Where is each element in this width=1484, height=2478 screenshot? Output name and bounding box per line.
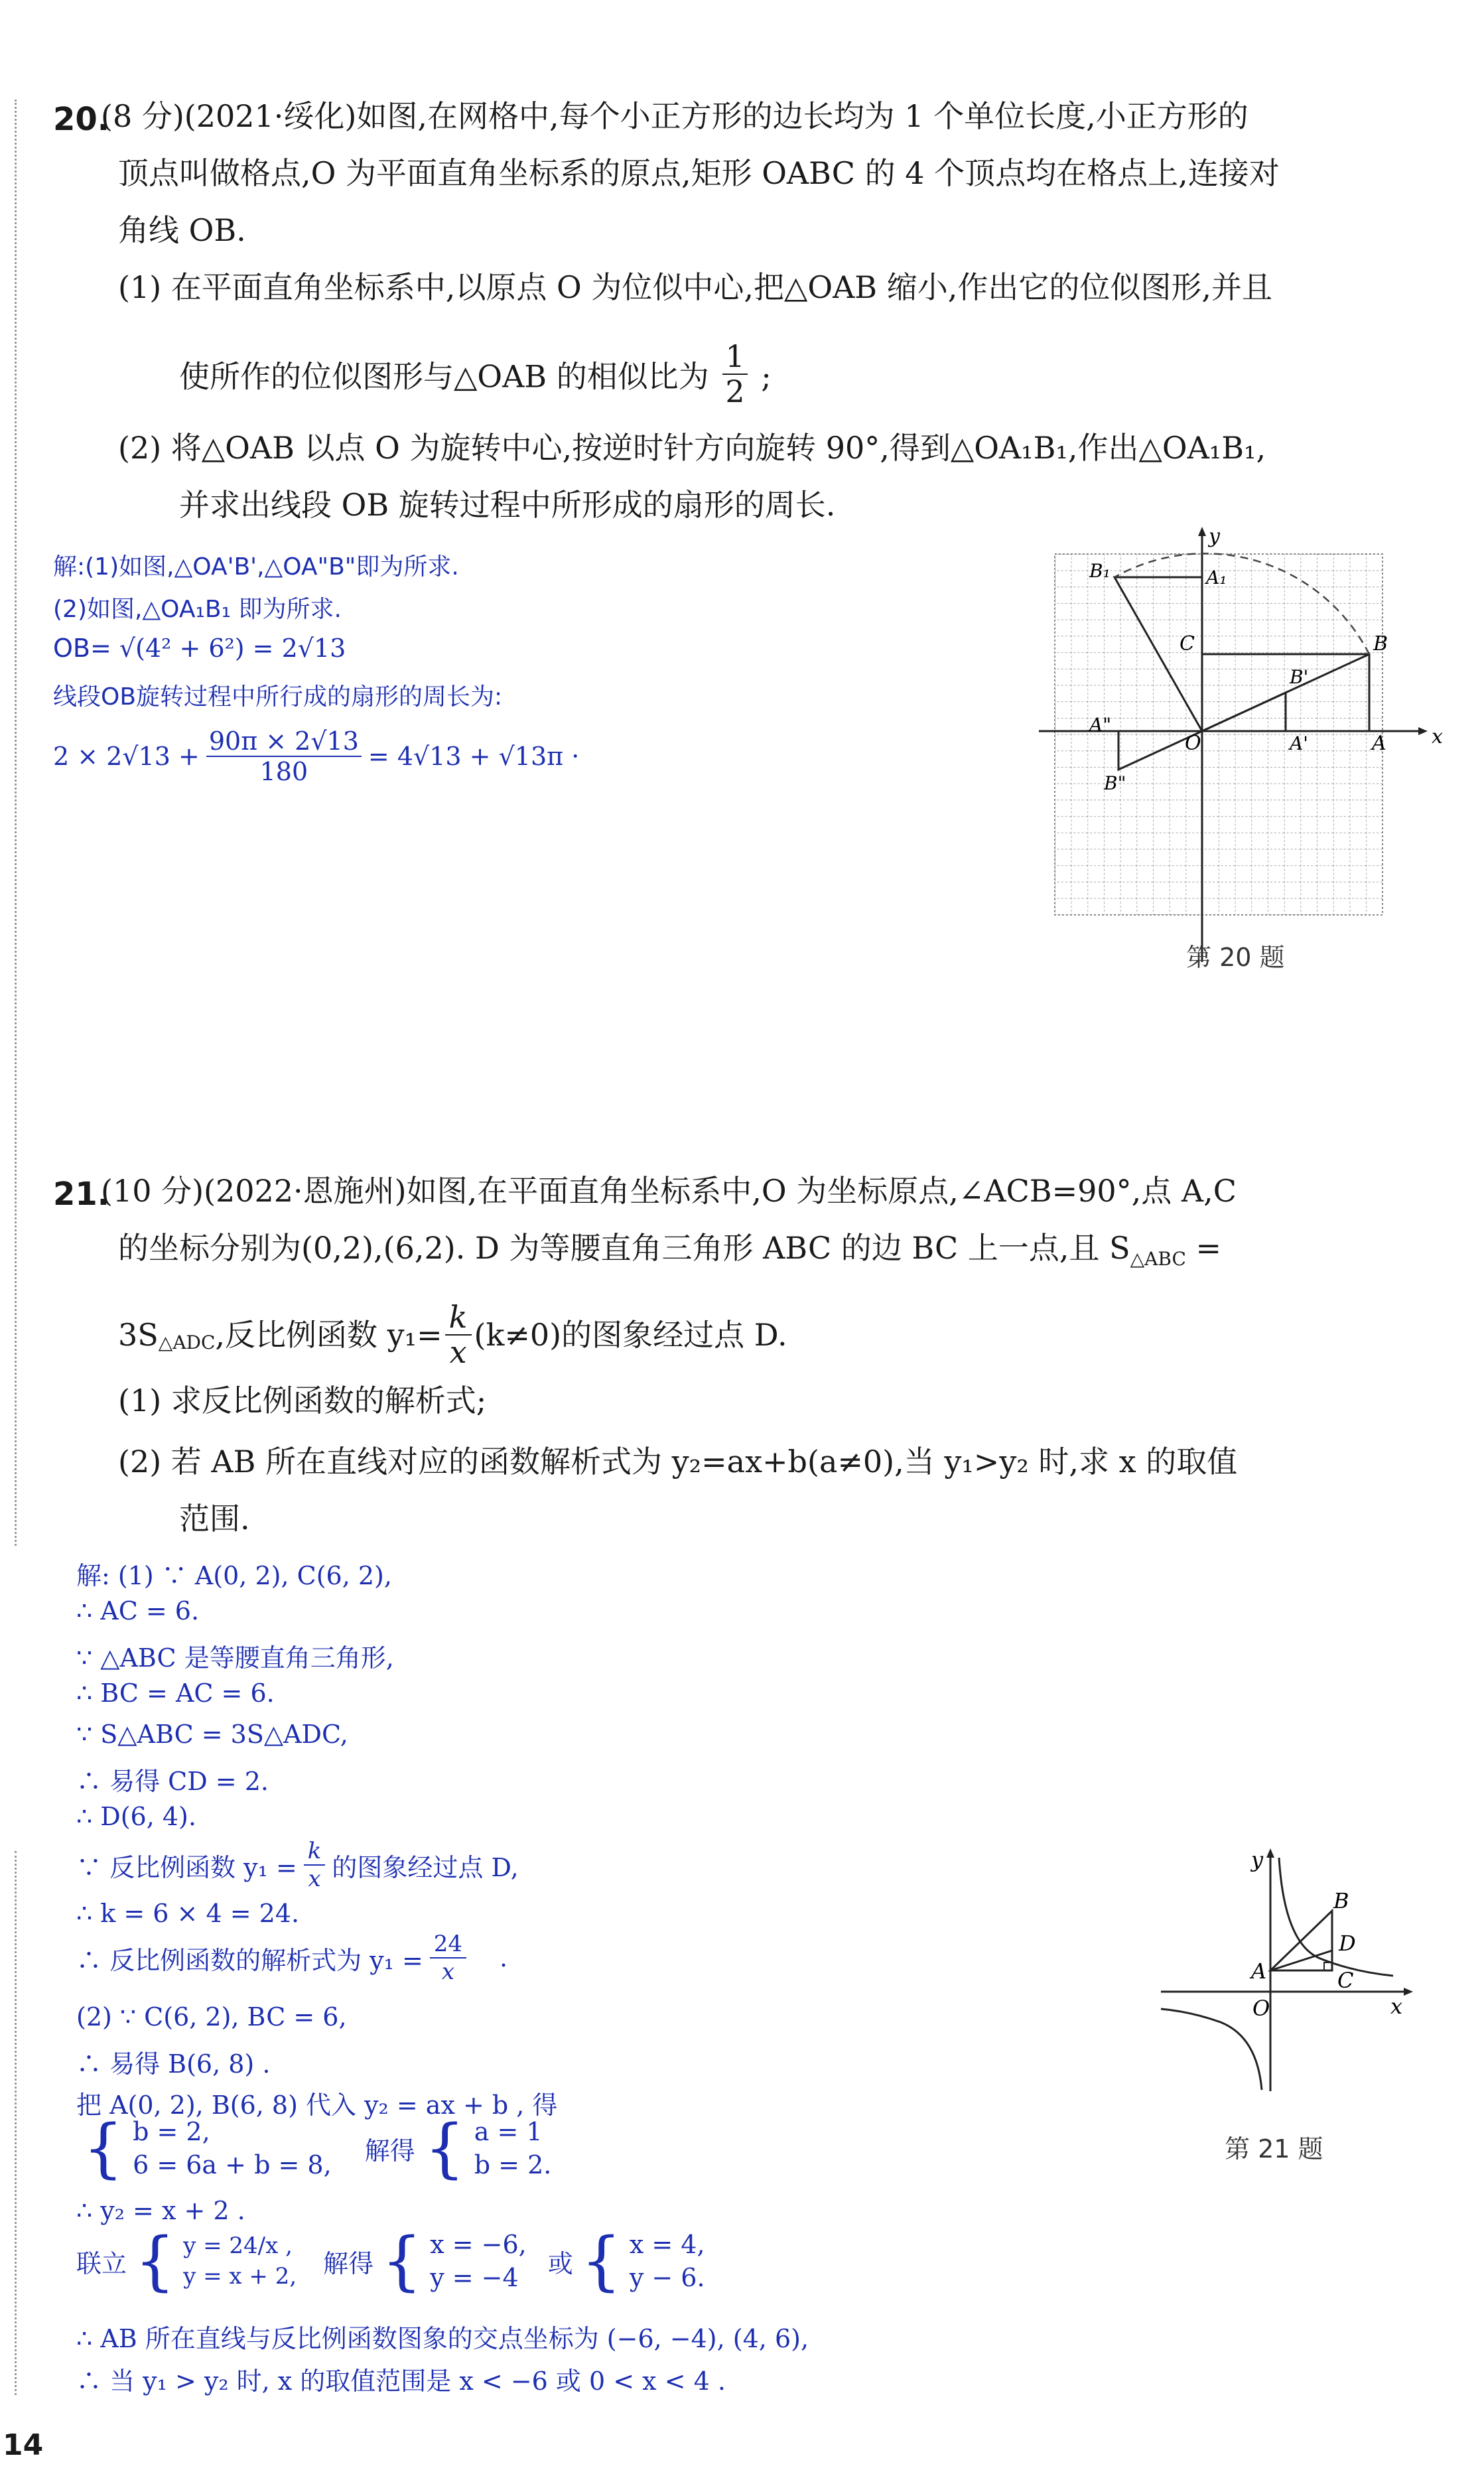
q21-sol-9: ∴ k = 6 × 4 = 24. [76, 1899, 300, 1928]
q21-number: 21. [53, 1176, 110, 1213]
q21-sol-8-text: ∵ 反比例函数 y₁ = [76, 1852, 297, 1882]
q20-label-y: y [1209, 525, 1220, 548]
q21-sol-14-eq2: 6 = 6a + b = 8, [133, 2150, 332, 2179]
q21-sol-14-res2: b = 2. [474, 2150, 552, 2179]
q21-label-d: D [1339, 1931, 1356, 1956]
q20-label-b1: B₁ [1089, 560, 1111, 582]
q21-sol-14-eq1: b = 2, [133, 2117, 210, 2146]
q21-stem-line2-equals: = [1185, 1230, 1222, 1266]
q20-stem-line3: 角线 OB. [118, 212, 246, 248]
q21-part1: (1) 求反比例函数的解析式; [118, 1383, 487, 1418]
q20-ratio-denominator: 2 [725, 373, 745, 409]
q21-sol-16-solve: 解得 [323, 2248, 374, 2278]
q21-sol-2: ∴ AC = 6. [76, 1596, 200, 1625]
q21-y-axis-arrow [1266, 1848, 1274, 1858]
q21-stem-line3-text: ,反比例函数 y₁= [215, 1316, 442, 1353]
q21-sol-14-results [474, 2117, 552, 2179]
q21-sol-18: ∴ 当 y₁ > y₂ 时, x 的取值范围是 x < −6 或 0 < x < 4 . [76, 2367, 726, 2396]
q20-part2-line2: 并求出线段 OB 旋转过程中所形成的扇形的周长. [179, 487, 836, 523]
q21-sol-16-r2a: x = 4, [629, 2230, 705, 2259]
q21-sol-10 [76, 1931, 507, 1985]
q21-sol-10-fraction [430, 1931, 466, 1985]
q21-sol-5: ∵ S△ABC = 3S△ADC, [76, 1720, 348, 1749]
q21-stem-line1: (10 分)(2022·恩施州)如图,在平面直角坐标系中,O 为坐标原点,∠ACB=90°,点 A,C [101, 1173, 1237, 1209]
q20-perimeter-denominator: 180 [259, 757, 308, 786]
q21-stem-line3-end: (k≠0)的图象经过点 D. [474, 1316, 787, 1353]
q21-sol-10-numerator: 24 [430, 1931, 466, 1959]
q21-sol-16-result1 [430, 2230, 527, 2292]
q21-sol-14-result-brace: { [424, 2111, 465, 2185]
q20-stem-line1: (8 分)(2021·绥化)如图,在网格中,每个小正方形的边长均为 1 个单位长度,小正方形的 [101, 98, 1248, 134]
q21-sol-14-res1: a = 1 [474, 2117, 543, 2146]
q20-perimeter-numerator: 90π × 2√13 [206, 726, 362, 757]
q21-part2-line2: 范围. [179, 1501, 250, 1537]
q20-solution-line2: (2)如图,△OA₁B₁ 即为所求. [53, 596, 342, 623]
q21-sol-16-or: 或 [547, 2248, 573, 2278]
q21-hyperbola-branch-positive [1279, 1858, 1393, 1976]
q21-sol-8-denominator: x [308, 1866, 321, 1892]
q21-sol-16-equations [183, 2233, 297, 2290]
q20-perimeter-fraction [206, 726, 362, 786]
q21-label-x: x [1390, 1994, 1403, 2019]
q20-stem-line2: 顶点叫做格点,O 为平面直角坐标系的原点,矩形 OABC 的 4 个顶点均在格点上,连接对 [118, 155, 1280, 191]
q21-sol-11: (2) ∵ C(6, 2), BC = 6, [76, 2002, 347, 2031]
q21-stem-line2 [118, 1230, 1222, 1270]
q20-y-axis-arrow [1198, 527, 1206, 536]
q20-grid-figure [1035, 524, 1446, 989]
q21-sol-16-result1-brace: { [381, 2224, 423, 2298]
q21-sol-12: ∴ 易得 B(6, 8) . [76, 2049, 271, 2079]
q21-part2-line1: (2) 若 AB 所在直线对应的函数解析式为 y₂=ax+b(a≠0),当 y₁>y₂ 时,求 x 的取值 [118, 1444, 1238, 1480]
q21-stem-fraction [445, 1300, 472, 1369]
q20-perimeter-left: 2 × 2√13 + [53, 742, 200, 771]
q21-sol-3: ∵ △ABC 是等腰直角三角形, [76, 1643, 394, 1673]
q20-label-b-double-prime: B" [1104, 772, 1126, 794]
q20-ratio-numerator: 1 [722, 340, 747, 375]
q21-sol-16-eq1: y = 24/x , [183, 2233, 293, 2259]
q21-sol-16-eq2: y = x + 2, [183, 2263, 297, 2290]
q21-sol-14-brace: { [83, 2111, 124, 2185]
q21-sol-10-denominator: x [441, 1959, 454, 1985]
q21-sol-15: ∴ y₂ = x + 2 . [76, 2196, 245, 2225]
q21-stem-line3 [118, 1300, 787, 1369]
q21-figure [1154, 1844, 1420, 2110]
q20-perimeter-right: = 4√13 + √13π · [368, 742, 580, 771]
q21-stem-line3-subscript: △ADC [158, 1331, 216, 1353]
q20-label-a1: A₁ [1206, 567, 1227, 588]
q21-hyperbola-branch-negative [1161, 2009, 1262, 2090]
q20-ob-expression: √(4² + 6²) = 2√13 [119, 634, 346, 663]
q21-sol-14-solve: 解得 [364, 2136, 415, 2166]
page-number: 14 [3, 2428, 44, 2462]
q21-sol-8-fraction [304, 1838, 326, 1892]
q20-solution-line4: 线段OB旋转过程中所行成的扇形的周长为: [53, 683, 503, 711]
q20-figure-caption: 第 20 题 [1186, 943, 1285, 972]
q20-label-o: O [1185, 732, 1201, 755]
q20-label-c: C [1180, 632, 1195, 655]
q21-sol-13: 把 A(0, 2), B(6, 8) 代入 y₂ = ax + b , 得 [76, 2091, 558, 2120]
q21-sol-8 [76, 1838, 519, 1892]
q21-sol-10-end: . [500, 1943, 508, 1972]
q21-stem-line2-subscript: △ABC [1130, 1248, 1186, 1270]
q20-part1-line1: (1) 在平面直角坐标系中,以原点 O 为位似中心,把△OAB 缩小,作出它的位似图形,并且 [118, 269, 1272, 305]
q20-label-x: x [1432, 725, 1443, 748]
q21-label-y: y [1251, 1847, 1264, 1872]
q20-solution-line1: 解:(1)如图,△OA'B',△OA"B"即为所求. [53, 553, 459, 581]
q21-sol-8-end: 的图象经过点 D, [332, 1852, 519, 1882]
q20-part1-line2-text: 使所作的位似图形与△OAB 的相似比为 [179, 358, 709, 395]
q21-sol-16-r1a: x = −6, [430, 2230, 527, 2259]
q21-label-a: A [1251, 1959, 1267, 1984]
q21-sol-14-equations [133, 2117, 332, 2179]
q21-stem-fraction-numerator: k [445, 1300, 472, 1336]
margin-dotted-line-bottom [15, 1851, 17, 2395]
q21-sol-16-r2b: y − 6. [629, 2263, 705, 2292]
q20-ob-label: OB= [53, 634, 111, 663]
q20-solution-line5 [53, 726, 579, 786]
q21-sol-1: 解: (1) ∵ A(0, 2), C(6, 2), [76, 1561, 392, 1590]
q21-label-o: O [1252, 1996, 1270, 2021]
q21-sol-14-system [83, 2111, 552, 2185]
q21-sol-16-system [76, 2224, 705, 2298]
q20-part1-line2 [179, 338, 772, 413]
q20-label-a-prime: A' [1290, 732, 1308, 754]
q20-label-a-double-prime: A" [1089, 714, 1112, 736]
q21-sol-6: ∴ 易得 CD = 2. [76, 1767, 269, 1796]
q21-stem-fraction-denominator: x [449, 1334, 467, 1370]
q21-sol-10-text: ∴ 反比例函数的解析式为 y₁ = [76, 1945, 423, 1975]
q20-part1-line2-end: ; [761, 358, 772, 395]
q21-sol-16-r1b: y = −4 [430, 2263, 519, 2292]
q21-x-axis-arrow [1404, 1988, 1413, 1996]
q21-label-c: C [1337, 1968, 1354, 1993]
q21-sol-8-numerator: k [304, 1838, 326, 1866]
q21-sol-16-label: 联立 [76, 2248, 127, 2278]
q21-sol-7: ∴ D(6, 4). [76, 1802, 196, 1831]
q21-sol-17: ∴ AB 所在直线与反比例函数图象的交点坐标为 (−6, −4), (4, 6), [76, 2324, 809, 2353]
q20-ratio-fraction [722, 340, 747, 408]
q21-sol-4: ∴ BC = AC = 6. [76, 1679, 275, 1708]
q21-sol-16-result2-brace: { [580, 2224, 622, 2298]
q21-stem-line3-s: 3S [118, 1316, 159, 1353]
q21-stem-line2-text: 的坐标分别为(0,2),(6,2). D 为等腰直角三角形 ABC 的边 BC 上一点,且 S [118, 1230, 1130, 1266]
q20-label-b-prime: B' [1290, 666, 1309, 688]
q20-label-b: B [1373, 632, 1388, 655]
q20-label-a: A [1372, 732, 1386, 755]
q21-sol-16-brace: { [135, 2224, 176, 2298]
q21-figure-caption: 第 21 题 [1225, 2134, 1323, 2164]
q20-number: 20. [53, 101, 110, 138]
margin-dotted-line-top [15, 100, 17, 1546]
q21-sol-16-result2 [630, 2230, 705, 2292]
q20-solution-line3 [53, 634, 346, 663]
q21-right-angle-mark [1324, 1962, 1332, 1970]
q20-part2-line1: (2) 将△OAB 以点 O 为旋转中心,按逆时针方向旋转 90°,得到△OA₁B₁,作出△OA₁B₁, [118, 430, 1266, 466]
q21-label-b: B [1333, 1888, 1349, 1913]
q20-x-axis-arrow [1418, 727, 1428, 735]
